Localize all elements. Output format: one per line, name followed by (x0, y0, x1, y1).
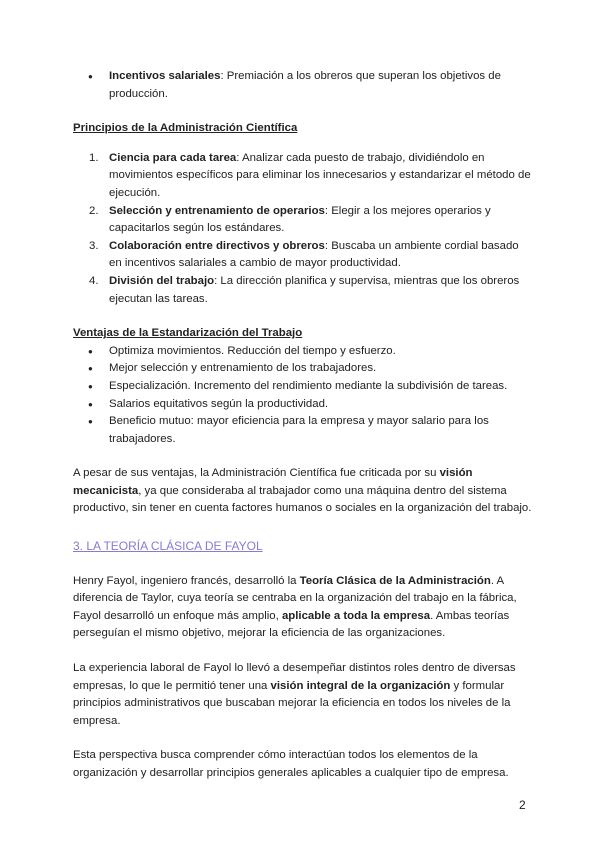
list-item: ● Especialización. Incremento del rendimiento mediante la subdivisión de tareas. (73, 378, 533, 396)
list-item: 3. Colaboración entre directivos y obreros: Buscaba un ambiente cordial basado en incentivos salariales a cambio de mayor productividad. (89, 239, 519, 270)
section-title: 3. LA TEORÍA CLÁSICA DE FAYOL (73, 539, 263, 554)
list-item: ● Salarios equitativos según la productividad. (73, 396, 533, 414)
list-item: 2. Selección y entrenamiento de operarios: Elegir a los mejores operarios y capacitarlos según los estándares. (89, 204, 491, 235)
document-page (73, 68, 533, 783)
list-item: ● Incentivos salariales: Premiación a los obreros que superan los objetivos de producción. (73, 68, 533, 103)
incentivos-list (73, 68, 533, 103)
page-number: 2 (519, 798, 526, 812)
fayol-paragraph-1: Henry Fayol, ingeniero francés, desarrolló la Teoría Clásica de la Administración. A diferencia de Taylor, cuya teoría se centraba en la organización del trabajo en la fábrica, Fayol desarrolló un enfoque más amplio, aplicable a toda la empresa. Ambas teorías perseguían el mismo objetivo, mejorar la eficiencia de las organizaciones. (73, 574, 517, 640)
principios-heading: Principios de la Administración Científica (73, 122, 298, 135)
fayol-paragraph-3: Esta perspectiva busca comprender cómo interactúan todos los elementos de la organización y desarrollar principios generales aplicables a cualquier tipo de empresa. (73, 749, 509, 779)
list-item: ● Mejor selección y entrenamiento de los trabajadores. (73, 360, 533, 378)
list-item: 1. Ciencia para cada tarea: Analizar cada puesto de trabajo, dividiéndolo en movimientos específicos para eliminar los innecesarios y estandarizar el método de ejecución. (89, 151, 531, 199)
critica-paragraph: A pesar de sus ventajas, la Administración Científica fue criticada por su visión mecanicista, ya que consideraba al trabajador como una máquina dentro del sistema productivo, sin tener en cuenta factores humanos o sociales en la organización del trabajo. (73, 467, 532, 515)
list-item: 4. División del trabajo: La dirección planifica y supervisa, mientras que los obreros ejecutan las tareas. (89, 274, 520, 305)
fayol-paragraph-2: La experiencia laboral de Fayol lo llevó a desempeñar distintos roles dentro de diversas empresas, lo que le permitió tener una visión integral de la organización y formular principios administrativos que buscaban mejorar la eficiencia en todos los niveles de la empresa. (73, 662, 516, 727)
ventajas-list (73, 343, 533, 449)
list-item: ● Beneficio mutuo: mayor eficiencia para la empresa y mayor salario para los trabajadores. (73, 413, 533, 448)
list-item: ● Optimiza movimientos. Reducción del tiempo y esfuerzo. (73, 343, 533, 361)
ventajas-heading: Ventajas de la Estandarización del Trabajo (73, 327, 303, 340)
principios-list (73, 150, 533, 308)
